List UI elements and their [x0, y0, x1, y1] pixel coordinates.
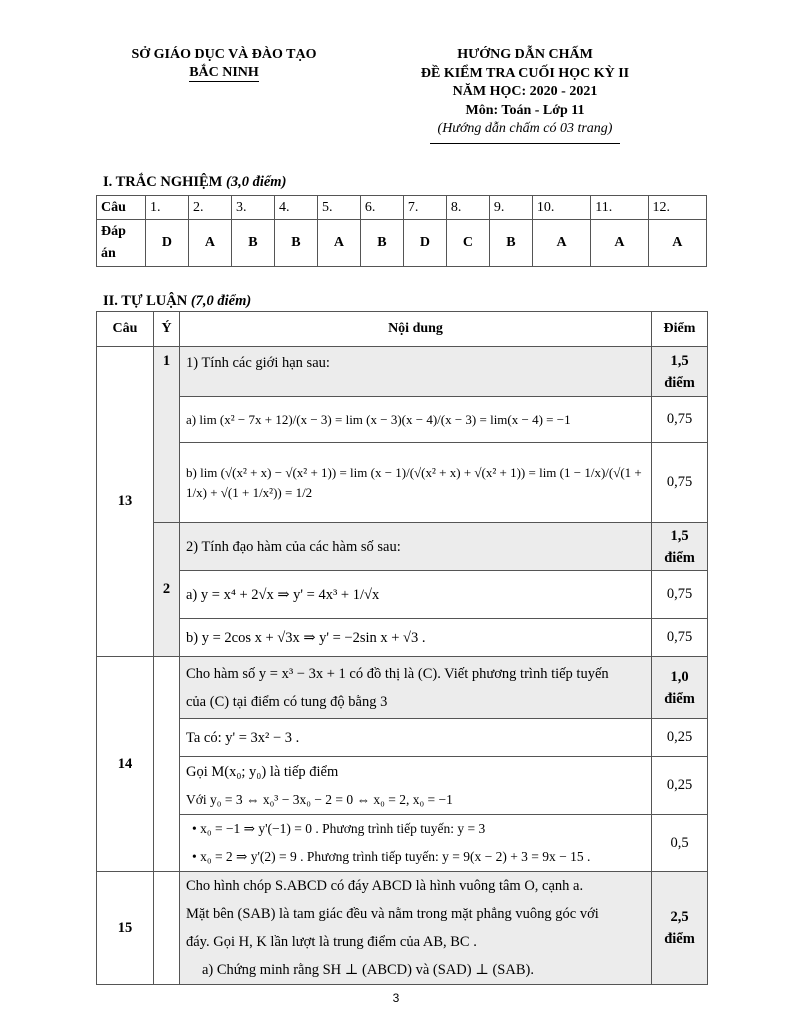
- points-value: 1,5: [670, 352, 689, 369]
- q14-row-2-line-2: Với y₀ = 3 ⇔ x₀³ − 3x₀ − 2 = 0 ⇔ x₀ = 2, x₀ = −1: [186, 791, 453, 807]
- q14-row-3: [97, 815, 708, 872]
- section-2-label: II. TỰ LUẬN: [103, 293, 188, 309]
- q13-part1-text: 1) Tính các giới hạn sau:: [180, 347, 652, 397]
- q14-statement: [180, 657, 652, 719]
- q14-statement-points: [652, 657, 708, 719]
- q15-statement-line-1: Cho hình chóp S.ABCD có đáy ABCD là hình vuông tâm O, cạnh a.: [186, 878, 584, 894]
- header-divider: [430, 143, 620, 144]
- answer-cell: A: [317, 220, 360, 267]
- section-1-label: I. TRẮC NGHIỆM: [103, 174, 223, 190]
- q13-part2-a-row: [97, 571, 708, 619]
- q14-statement-row: [97, 657, 708, 719]
- answer-cell: B: [489, 220, 532, 267]
- points-unit: điểm: [664, 549, 695, 566]
- question-number: 5.: [317, 196, 360, 220]
- province-name: BẮC NINH: [189, 65, 259, 80]
- question-number: 3.: [231, 196, 274, 220]
- q14-row-2-points: 0,25: [652, 757, 708, 815]
- q15-statement-line-2: Mặt bên (SAB) là tam giác đều và nằm trong mặt phẳng vuông góc với: [186, 906, 599, 922]
- question-number: 2.: [188, 196, 231, 220]
- q15-statement-line-3: đáy. Gọi H, K lần lượt là trung điểm của AB, BC .: [186, 934, 477, 950]
- question-number: 4.: [274, 196, 317, 220]
- question-number: 12.: [648, 196, 706, 220]
- answer-cell: A: [188, 220, 231, 267]
- answer-cell: A: [591, 220, 648, 267]
- answer-cell: B: [360, 220, 403, 267]
- q14-row-1-text: Ta có: y' = 3x² − 3 .: [180, 719, 652, 757]
- question-number: 1.: [146, 196, 189, 220]
- q13-part1-b-points: 0,75: [652, 443, 708, 523]
- q14-row-1: [97, 719, 708, 757]
- question-number: 8.: [446, 196, 489, 220]
- answer-cell: D: [403, 220, 446, 267]
- subject: Môn: Toán - Lớp 11: [465, 102, 585, 118]
- answer-label-line-1: Đáp: [101, 224, 126, 239]
- q13-part1-a-text: a) lim (x² − 7x + 12)/(x − 3) = lim (x − 3)(x − 4)/(x − 3) = lim(x − 4) = −1: [180, 397, 652, 443]
- points-unit: điểm: [664, 690, 695, 707]
- header-right: [405, 46, 645, 139]
- q13-label: 13: [97, 347, 154, 657]
- answer-cell: B: [274, 220, 317, 267]
- exam-title: ĐỀ KIỂM TRA CUỐI HỌC KỲ II: [420, 65, 630, 81]
- answer-cell: A: [648, 220, 706, 267]
- q15-statement-line-4: a) Chứng minh rằng SH ⊥ (ABCD) và (SAD) ⊥ (SAB).: [202, 962, 534, 978]
- q13-part2-row: [97, 523, 708, 571]
- header-left: [108, 46, 340, 82]
- q15-label: 15: [97, 872, 154, 985]
- section-2-title: [103, 293, 251, 310]
- q14-row-1-points: 0,25: [652, 719, 708, 757]
- question-row: [97, 196, 707, 220]
- q14-bullet-1-text: x₀ = −1 ⇒ y'(−1) = 0 . Phương trình tiếp tuyến: y = 3: [200, 821, 486, 836]
- section-2-points: (7,0 điểm): [190, 293, 252, 309]
- q13-part1-b-row: [97, 443, 708, 523]
- q15-y-cell: [154, 872, 180, 985]
- q15-points: [652, 872, 708, 985]
- q14-row-2-line-1: Gọi M(x₀; y₀) là tiếp điểm: [186, 763, 339, 780]
- points-value: 1,5: [670, 527, 689, 544]
- answer-label-line-2: án: [101, 246, 116, 261]
- q13-part2-b-points: 0,75: [652, 619, 708, 657]
- answer-cell: C: [446, 220, 489, 267]
- q13-part2-index: 2: [154, 523, 180, 657]
- page-note: (Hướng dẫn chấm có 03 trang): [437, 121, 613, 136]
- q14-bullet-1: • x₀ = −1 ⇒ y'(−1) = 0 . Phương trình tiếp tuyến: y = 3: [192, 821, 486, 836]
- points-value: 2,5: [670, 909, 689, 925]
- col-header-y: Ý: [154, 312, 180, 347]
- q14-statement-line-2: của (C) tại điểm có tung độ bằng 3: [186, 693, 388, 710]
- q14-row-3-text: [180, 815, 652, 872]
- question-number: 7.: [403, 196, 446, 220]
- answer-cell: A: [532, 220, 590, 267]
- answer-cell: B: [231, 220, 274, 267]
- q13-part1-points: [652, 347, 708, 397]
- section-1-title: [103, 174, 286, 191]
- school-year: NĂM HỌC: 2020 - 2021: [452, 84, 598, 99]
- q13-part2-text: 2) Tính đạo hàm của các hàm số sau:: [180, 523, 652, 571]
- question-number: 11.: [591, 196, 648, 220]
- answer-row: [97, 220, 707, 267]
- section-1-points: (3,0 điểm): [226, 174, 287, 190]
- q14-row-2: [97, 757, 708, 815]
- q14-label: 14: [97, 657, 154, 872]
- page-number: 3: [392, 991, 400, 1005]
- q13-part1-row: [97, 347, 708, 397]
- essay-header-row: [97, 312, 708, 347]
- essay-table: [96, 311, 708, 985]
- q13-part1-b-text: b) lim (√(x² + x) − √(x² + 1)) = lim (x − 1)/(√(x² + x) + √(x² + 1)) = lim (1 − 1/x)/(√(1 + 1/x) + √(1 + 1/x²)) = 1/2: [180, 443, 652, 523]
- q14-bullet-2: • x₀ = 2 ⇒ y'(2) = 9 . Phương trình tiếp tuyến: y = 9(x − 2) + 3 = 9x − 15 .: [192, 849, 591, 864]
- q14-row-3-points: 0,5: [652, 815, 708, 872]
- q14-bullet-2-text: x₀ = 2 ⇒ y'(2) = 9 . Phương trình tiếp tuyến: y = 9(x − 2) + 3 = 9x − 15 .: [200, 849, 591, 864]
- q14-statement-line-1: Cho hàm số y = x³ − 3x + 1 có đồ thị là (C). Viết phương trình tiếp tuyến: [186, 665, 609, 682]
- q13-part2-points: [652, 523, 708, 571]
- points-unit: điểm: [664, 931, 695, 947]
- col-header-diem: Điểm: [652, 312, 708, 347]
- q13-part2-a-points: 0,75: [652, 571, 708, 619]
- question-number: 10.: [532, 196, 590, 220]
- col-header-noidung: Nội dung: [180, 312, 652, 347]
- multiple-choice-table: [96, 195, 707, 267]
- q14-row-2-text: [180, 757, 652, 815]
- q15-statement-row: [97, 872, 708, 985]
- col-header-cau: Câu: [97, 312, 154, 347]
- answer-label: [97, 220, 146, 267]
- q13-part1-a-points: 0,75: [652, 397, 708, 443]
- doc-title: HƯỚNG DẪN CHẤM: [457, 47, 593, 62]
- q14-y-cell: [154, 657, 180, 872]
- points-value: 1,0: [670, 668, 689, 685]
- points-unit: điểm: [664, 374, 695, 391]
- answer-cell: D: [146, 220, 189, 267]
- q13-part1-index: 1: [154, 347, 180, 523]
- q13-part2-a-text: a) y = x⁴ + 2√x ⇒ y' = 4x³ + 1/√x: [180, 571, 652, 619]
- q13-part2-b-row: [97, 619, 708, 657]
- question-number: 9.: [489, 196, 532, 220]
- question-number: 6.: [360, 196, 403, 220]
- question-label: Câu: [97, 196, 146, 220]
- q13-part2-b-text: b) y = 2cos x + √3x ⇒ y' = −2sin x + √3 .: [180, 619, 652, 657]
- department-name: SỞ GIÁO DỤC VÀ ĐÀO TẠO: [131, 47, 317, 62]
- q13-part1-a-row: [97, 397, 708, 443]
- q15-statement: [180, 872, 652, 985]
